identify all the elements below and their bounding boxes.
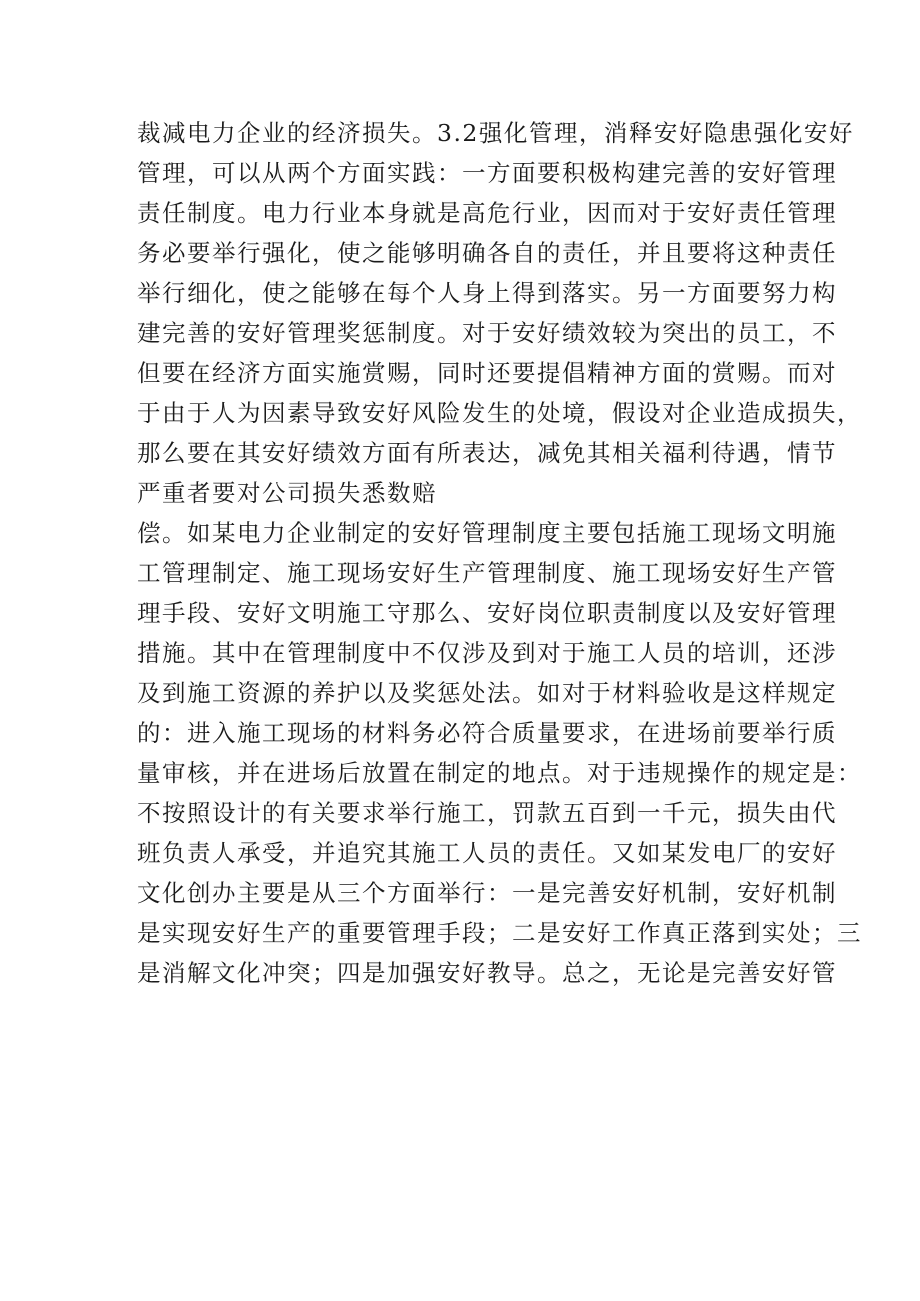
text-line: 管理，可以从两个方面实践：一方面要积极构建完善的安好管理: [137, 159, 837, 187]
text-line: 工管理制定、施工现场安好生产管理制度、施工现场安好生产管: [137, 559, 837, 587]
text-line: 的：进入施工现场的材料务必符合质量要求，在进场前要举行质: [137, 719, 837, 747]
body-text: [137, 113, 862, 993]
text-line: 裁减电力企业的经济损失。3.2强化管理，消释安好隐患强化安好: [137, 119, 854, 147]
text-line: 偿。如某电力企业制定的安好管理制度主要包括施工现场文明施: [137, 519, 837, 547]
text-line: 严重者要对公司损失悉数赔: [137, 479, 437, 507]
text-line: 量审核，并在进场后放置在制定的地点。对于违规操作的规定是：: [137, 759, 862, 787]
text-line: 那么要在其安好绩效方面有所表达，减免其相关福利待遇，情节: [137, 439, 837, 467]
text-line: 建完善的安好管理奖惩制度。对于安好绩效较为突出的员工，不: [137, 319, 837, 347]
text-line: 不按照设计的有关要求举行施工，罚款五百到一千元，损失由代: [137, 799, 837, 827]
text-line: 但要在经济方面实施赏赐，同时还要提倡精神方面的赏赐。而对: [137, 359, 837, 387]
text-line: 措施。其中在管理制度中不仅涉及到对于施工人员的培训，还涉: [137, 639, 837, 667]
text-line: 责任制度。电力行业本身就是高危行业，因而对于安好责任管理: [137, 199, 837, 227]
text-line: 理手段、安好文明施工守那么、安好岗位职责制度以及安好管理: [137, 599, 837, 627]
text-line: 是消解文化冲突；四是加强安好教导。总之，无论是完善安好管: [137, 959, 837, 987]
text-line: 举行细化，使之能够在每个人身上得到落实。另一方面要努力构: [137, 279, 837, 307]
text-line: 文化创办主要是从三个方面举行：一是完善安好机制，安好机制: [137, 879, 837, 907]
text-line: 是实现安好生产的重要管理手段；二是安好工作真正落到实处；三: [137, 919, 862, 947]
text-line: 及到施工资源的养护以及奖惩处法。如对于材料验收是这样规定: [137, 679, 837, 707]
text-line: 于由于人为因素导致安好风险发生的处境，假设对企业造成损失，: [137, 399, 862, 427]
text-line: 班负责人承受，并追究其施工人员的责任。又如某发电厂的安好: [137, 839, 837, 867]
text-line: 务必要举行强化，使之能够明确各自的责任，并且要将这种责任: [137, 239, 837, 267]
